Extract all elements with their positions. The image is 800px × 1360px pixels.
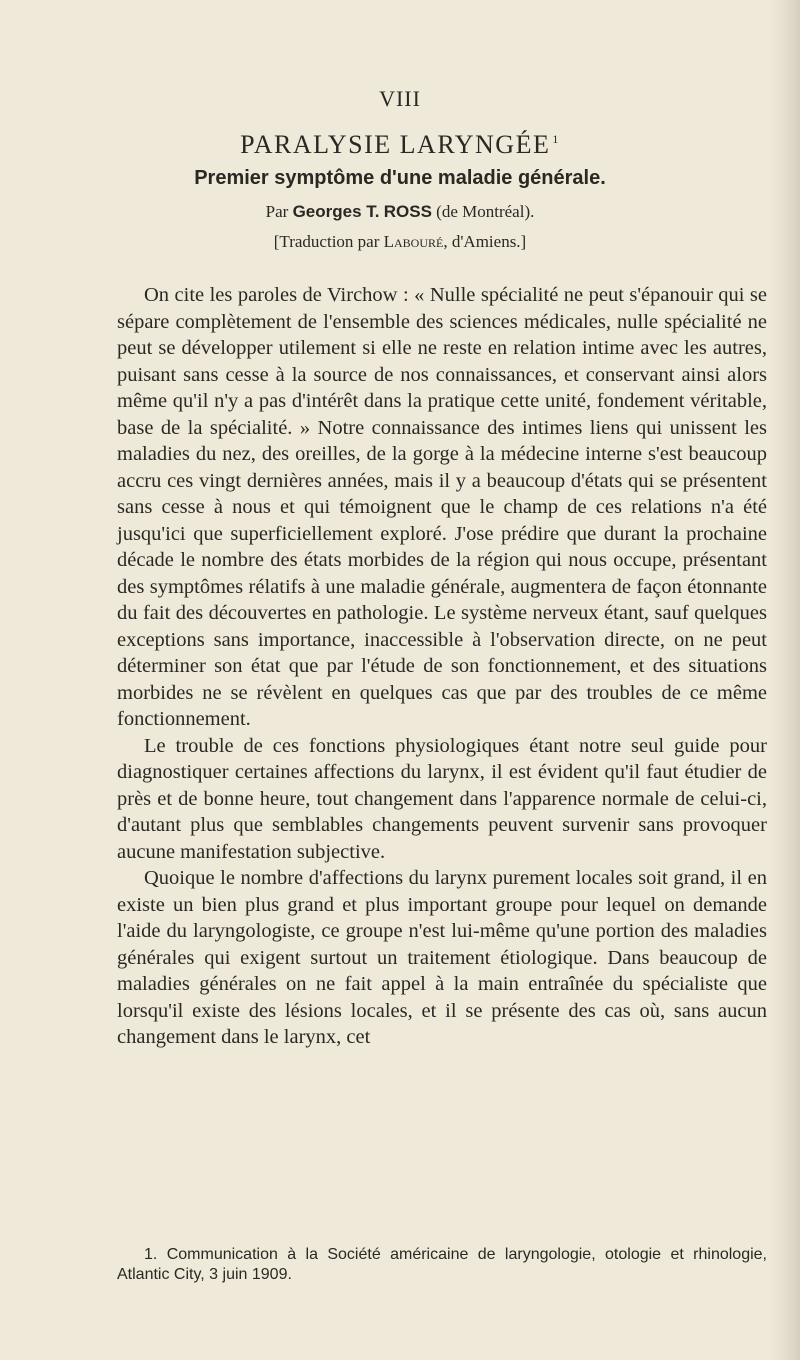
author-affiliation: (de Montréal). [431,202,535,221]
author-prefix: Par [265,202,293,221]
paragraph: Le trouble de ces fonctions physiologiques étant notre seul guide pour diagnostiquer certaines affections du larynx, il est évident qu'il faut étudier de près et de bonne heure, tout changement dans l'apparence normale de celui-ci, d'autant plus que semblables changements peuvent survenir sans provoquer aucune manifestation subjective. [117,734,767,863]
footnote [117,1245,767,1285]
article-title-text: PARALYSIE LARYNGÉE [240,130,551,159]
footnote-marker: 1 [552,132,560,147]
author-first-names: Georges T. [292,202,380,221]
translation-prefix: [Traduction par [273,232,384,251]
article-subtitle: Premier symptôme d'une maladie générale. [194,167,606,189]
translator-name: Labouré [383,232,444,251]
page-number: VIII [379,86,421,111]
paragraph: Quoique le nombre d'affections du larynx purement locales soit grand, il en existe un bien plus grand et plus important groupe pour lequel on demande l'aide du laryngologiste, ce groupe n'est lui-même qu'une portion des maladies générales qui exigent surtout un traitement étiologique. Dans beaucoup de maladies générales on ne fait appel à la main entraînée du spécialiste que lorsqu'il existe des lésions locales, et il se présente des cas où, sans aucun changement dans le larynx, cet [117,867,767,1048]
translation-line [0,232,800,252]
author-surname: ROSS [383,202,432,221]
paragraph: On cite les paroles de Virchow : « Nulle spécialité ne peut s'épanouir qui se sépare complètement de l'ensemble des sciences médicales, nulle spécialité ne peut se développer utilement si elle ne reste en relation intime avec les autres, puisant sans cesse à la source de nos connaissances, et conservant ainsi alors même qu'il n'y a pas d'intérêt dans la pratique cette unité, fondement véritable, base de la spécialité. » Notre connaissance des intimes liens qui unissent les maladies du nez, des oreilles, de la gorge à la médecine interne s'est beaucoup accru ces vingt dernières années, mais il y a beaucoup d'états qui se présentent sans cesse à nous et qui témoignent que le champ de ces relations n'a été jusqu'ici que superficiellement exploré. J'ose prédire que durant la prochaine décade le nombre des états morbides de la région qui nous occupe, présentant des symptômes rélatifs à une maladie générale, augmentera de façon étonnante du fait des découvertes en pathologie. Le système nerveux étant, sauf quelques exceptions sans importance, inaccessible à l'observation directe, on ne peut déterminer son état que par l'étude de son fonctionnement, et des situations morbides ne se révèlent en quelques cas que par des troubles de ce même fonctionnement. [117,284,767,730]
footnote-text: 1. Communication à la Société américaine de laryngologie, otologie et rhinologie, Atlantic City, 3 juin 1909. [117,1246,767,1283]
body-text [117,282,767,1051]
translation-suffix: , d'Amiens.] [443,232,527,251]
article-title [0,130,800,160]
author-line [0,202,800,222]
